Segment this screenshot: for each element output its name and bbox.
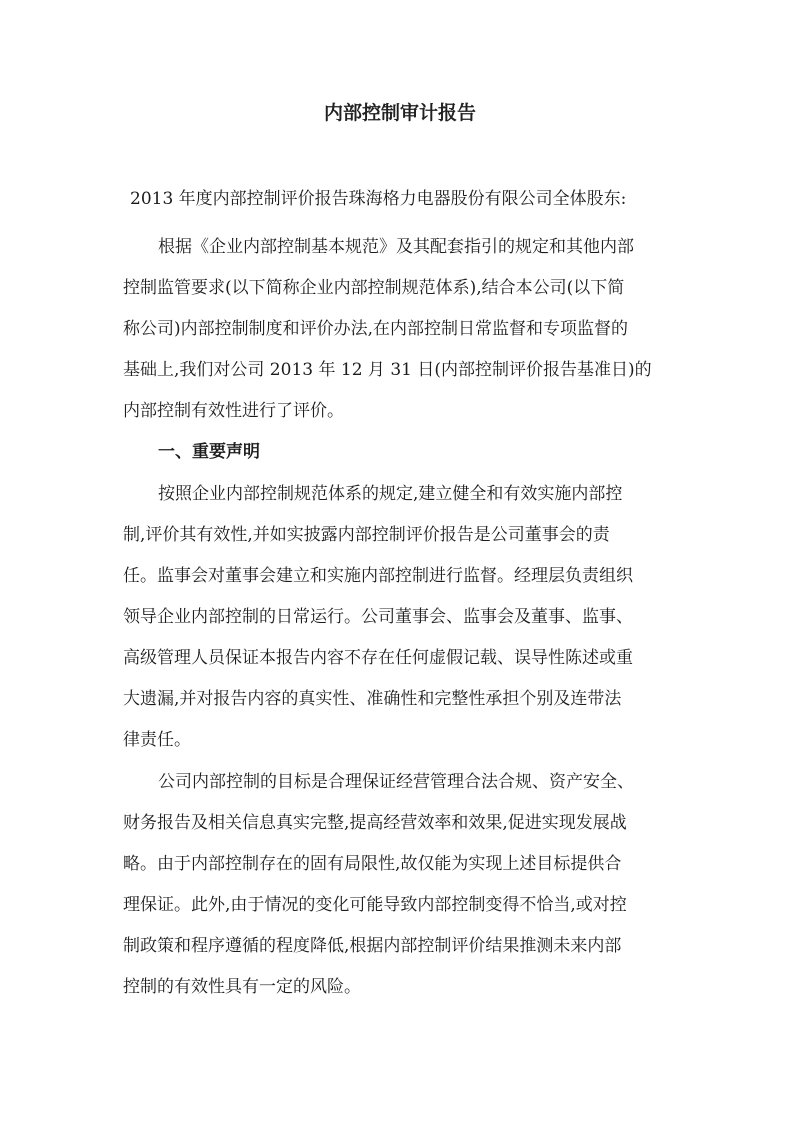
paragraph-line: 大遗漏,并对报告内容的真实性、准确性和完整性承担个别及连带法 [123,689,622,709]
paragraph-line: 称公司)内部控制制度和评价办法,在内部控制日常监督和专项监督的 [123,319,629,339]
paragraph-line: 公司内部控制的目标是合理保证经营管理合法合规、资产安全、 [158,772,634,792]
paragraph-line: 理保证。此外,由于情况的变化可能导致内部控制变得不恰当,或对控 [123,895,627,915]
paragraph-line: 内部控制有效性进行了评价。 [123,401,344,421]
paragraph-line: 基础上,我们对公司 2013 年 12 月 31 日(内部控制评价报告基准日)的 [123,360,652,380]
paragraph-line: 控制监管要求(以下简称企业内部控制规范体系),结合本公司(以下简 [123,278,625,298]
paragraph-line: 根据《企业内部控制基本规范》及其配套指引的规定和其他内部 [158,237,634,257]
paragraph-line: 律责任。 [123,730,191,750]
addressee-line: 2013 年度内部控制评价报告珠海格力电器股份有限公司全体股东: [130,189,627,209]
paragraph-line: 财务报告及相关信息真实完整,提高经营效率和效果,促进实现发展战 [123,813,627,833]
paragraph-line: 制政策和程序遵循的程度降低,根据内部控制评价结果推测未来内部 [123,936,622,956]
paragraph-line: 按照企业内部控制规范体系的规定,建立健全和有效实施内部控 [158,484,623,504]
paragraph-line: 领导企业内部控制的日常运行。公司董事会、监事会及董事、监事、 [123,607,633,627]
document-title: 内部控制审计报告 [323,102,476,124]
paragraph-line: 略。由于内部控制存在的固有局限性,故仅能为实现上述目标提供合 [123,854,622,874]
section-heading: 一、重要声明 [158,442,260,462]
paragraph-line: 控制的有效性具有一定的风险。 [123,977,361,997]
paragraph-line: 高级管理人员保证本报告内容不存在任何虚假记载、误导性陈述或重 [123,648,633,668]
paragraph-line: 制,评价其有效性,并如实披露内部控制评价报告是公司董事会的责 [123,525,610,545]
paragraph-line: 任。监事会对董事会建立和实施内部控制进行监督。经理层负责组织 [123,566,633,586]
